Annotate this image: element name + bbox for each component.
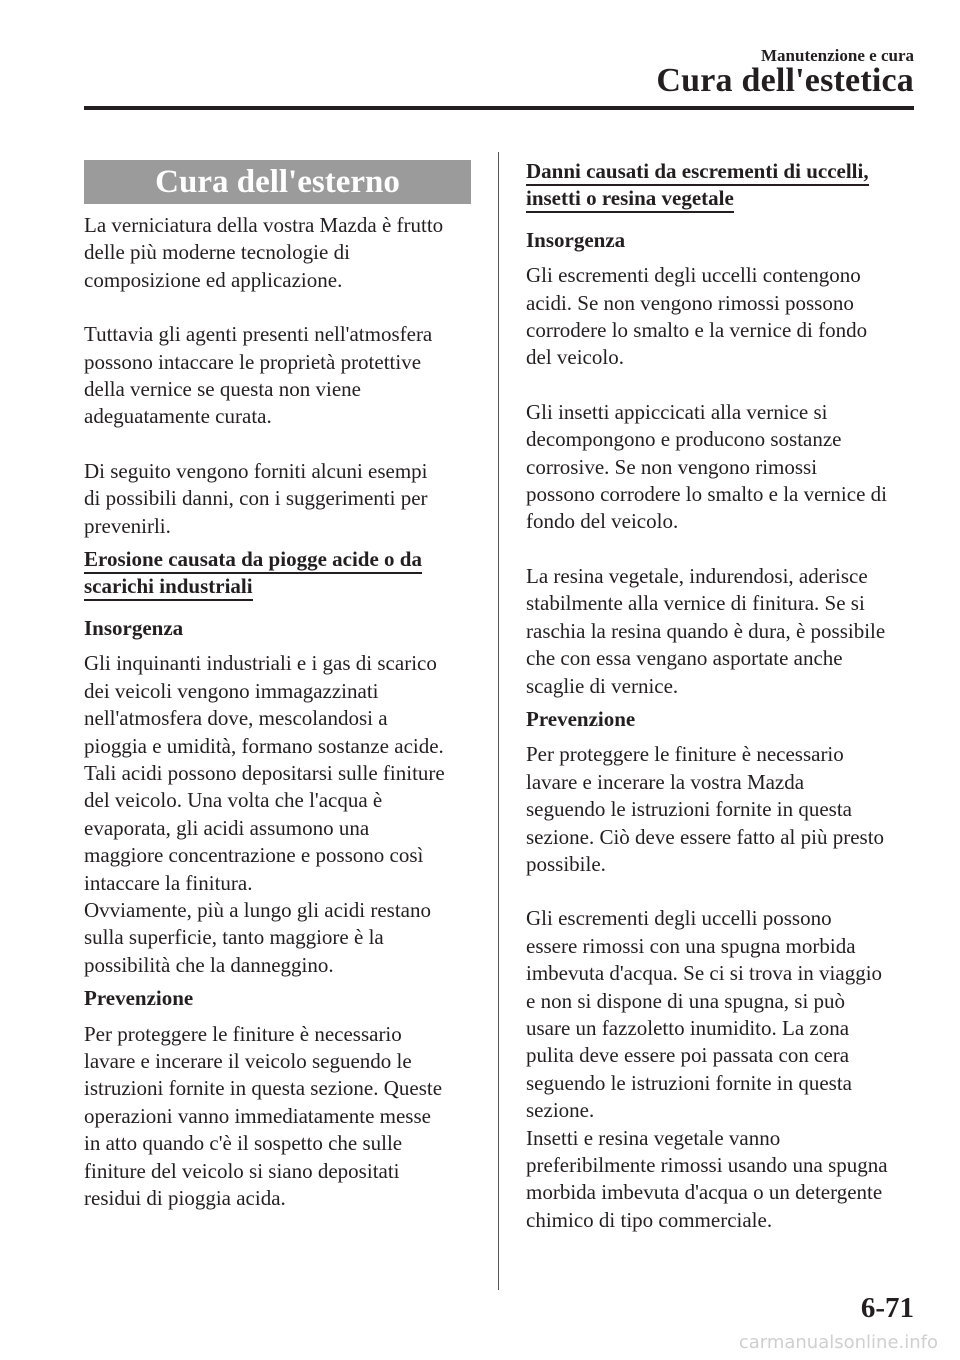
onset-paragraph: Gli inquinanti industriali e i gas di scarico dei veicoli vengono immagazzinati nell'atmosfera dove, mescolandosi a pioggia e umidità, formano sostanze acide. Tali acidi possono depositarsi sulle finiture del veicolo. Una volta che l'acqua è evaporata, gli acidi assumono una maggiore concentrazione e possono così intaccare la finitura. Ovviamente, più a lungo gli acidi restano sulla superficie, tanto maggiore è la possibilità che la danneggino. (84, 651, 445, 977)
header-rule (84, 106, 914, 110)
onset-label: Insorgenza (84, 615, 184, 640)
onset-paragraph: Gli escrementi degli uccelli contengono acidi. Se non vengono rimossi possono corrodere lo smalto e la vernice di fondo del veicolo. (526, 263, 868, 370)
intro-paragraph: Tuttavia gli agenti presenti nell'atmosfera possono intaccare le proprietà protettive della vernice se questa non viene adeguatamente curata. (84, 322, 433, 429)
onset-paragraph: La resina vegetale, indurendosi, aderisce stabilmente alla vernice di finitura. Se si raschia la resina quando è dura, è possibile che con essa vengano asportate anche scaglie di vernice. (526, 563, 886, 698)
subheading-line: scarichi industriali (84, 574, 253, 601)
onset-paragraph: Gli insetti appiccicati alla vernice si decompongono e producono sostanze corrosive. Se non vengono rimossi possono corrodere lo smalto e la vernice di fondo del veicolo. (526, 399, 887, 534)
column-divider (498, 152, 499, 1290)
prevention-paragraph: Gli escrementi degli uccelli possono essere rimossi con una spugna morbida imbevuta d'acqua. Se ci si trova in viaggio e non si dispone di una spugna, si può usare un fazzoletto inumidito. La zona pulita deve essere poi passata con cera seguendo le istruzioni fornite in questa sezione. Insetti e resina vegetale vanno preferibilmente rimossi usando una spugna morbida imbevuta d'acqua o un detergente chimico di tipo commerciale. (526, 906, 888, 1232)
prevention-label: Prevenzione (84, 986, 194, 1011)
prevention-paragraph: Per proteggere le finiture è necessario lavare e incerare il veicolo seguendo le istruzioni fornite in questa sezione. Queste operazioni vanno immediatamente messe in atto quando c'è il sospetto che sulle finiture del veicolo si siano depositati residui di pioggia acida. (84, 1021, 443, 1210)
section-name: Manutenzione e cura (761, 46, 914, 65)
onset-label: Insorgenza (526, 227, 626, 252)
subheading-bird-droppings (526, 158, 916, 213)
subheading-acid-rain (84, 546, 471, 601)
prevention-paragraph: Per proteggere le finiture è necessario lavare e incerare la vostra Mazda seguendo le istruzioni fornite in questa sezione. Ciò deve essere fatto al più presto possibile. (526, 742, 885, 876)
intro-paragraph: La verniciatura della vostra Mazda è frutto delle più moderne tecnologie di composizione ed applicazione. (84, 213, 444, 292)
page-title: Cura dell'estetica (656, 62, 914, 99)
prevention-label: Prevenzione (526, 706, 636, 731)
left-column (84, 160, 471, 1212)
subheading-line: insetti o resina vegetale (526, 186, 734, 213)
subheading-line: Erosione causata da piogge acide o da (84, 547, 422, 574)
section-banner: Cura dell'esterno (84, 160, 471, 204)
watermark: carmanualsonline.info (738, 1332, 938, 1353)
right-column (526, 158, 916, 1234)
intro-paragraph: Di seguito vengono forniti alcuni esempi di possibili danni, con i suggerimenti per prevenirli. (84, 458, 428, 538)
subheading-line: Danni causati da escrementi di uccelli, (526, 159, 869, 186)
page-number: 6-71 (860, 1292, 914, 1324)
